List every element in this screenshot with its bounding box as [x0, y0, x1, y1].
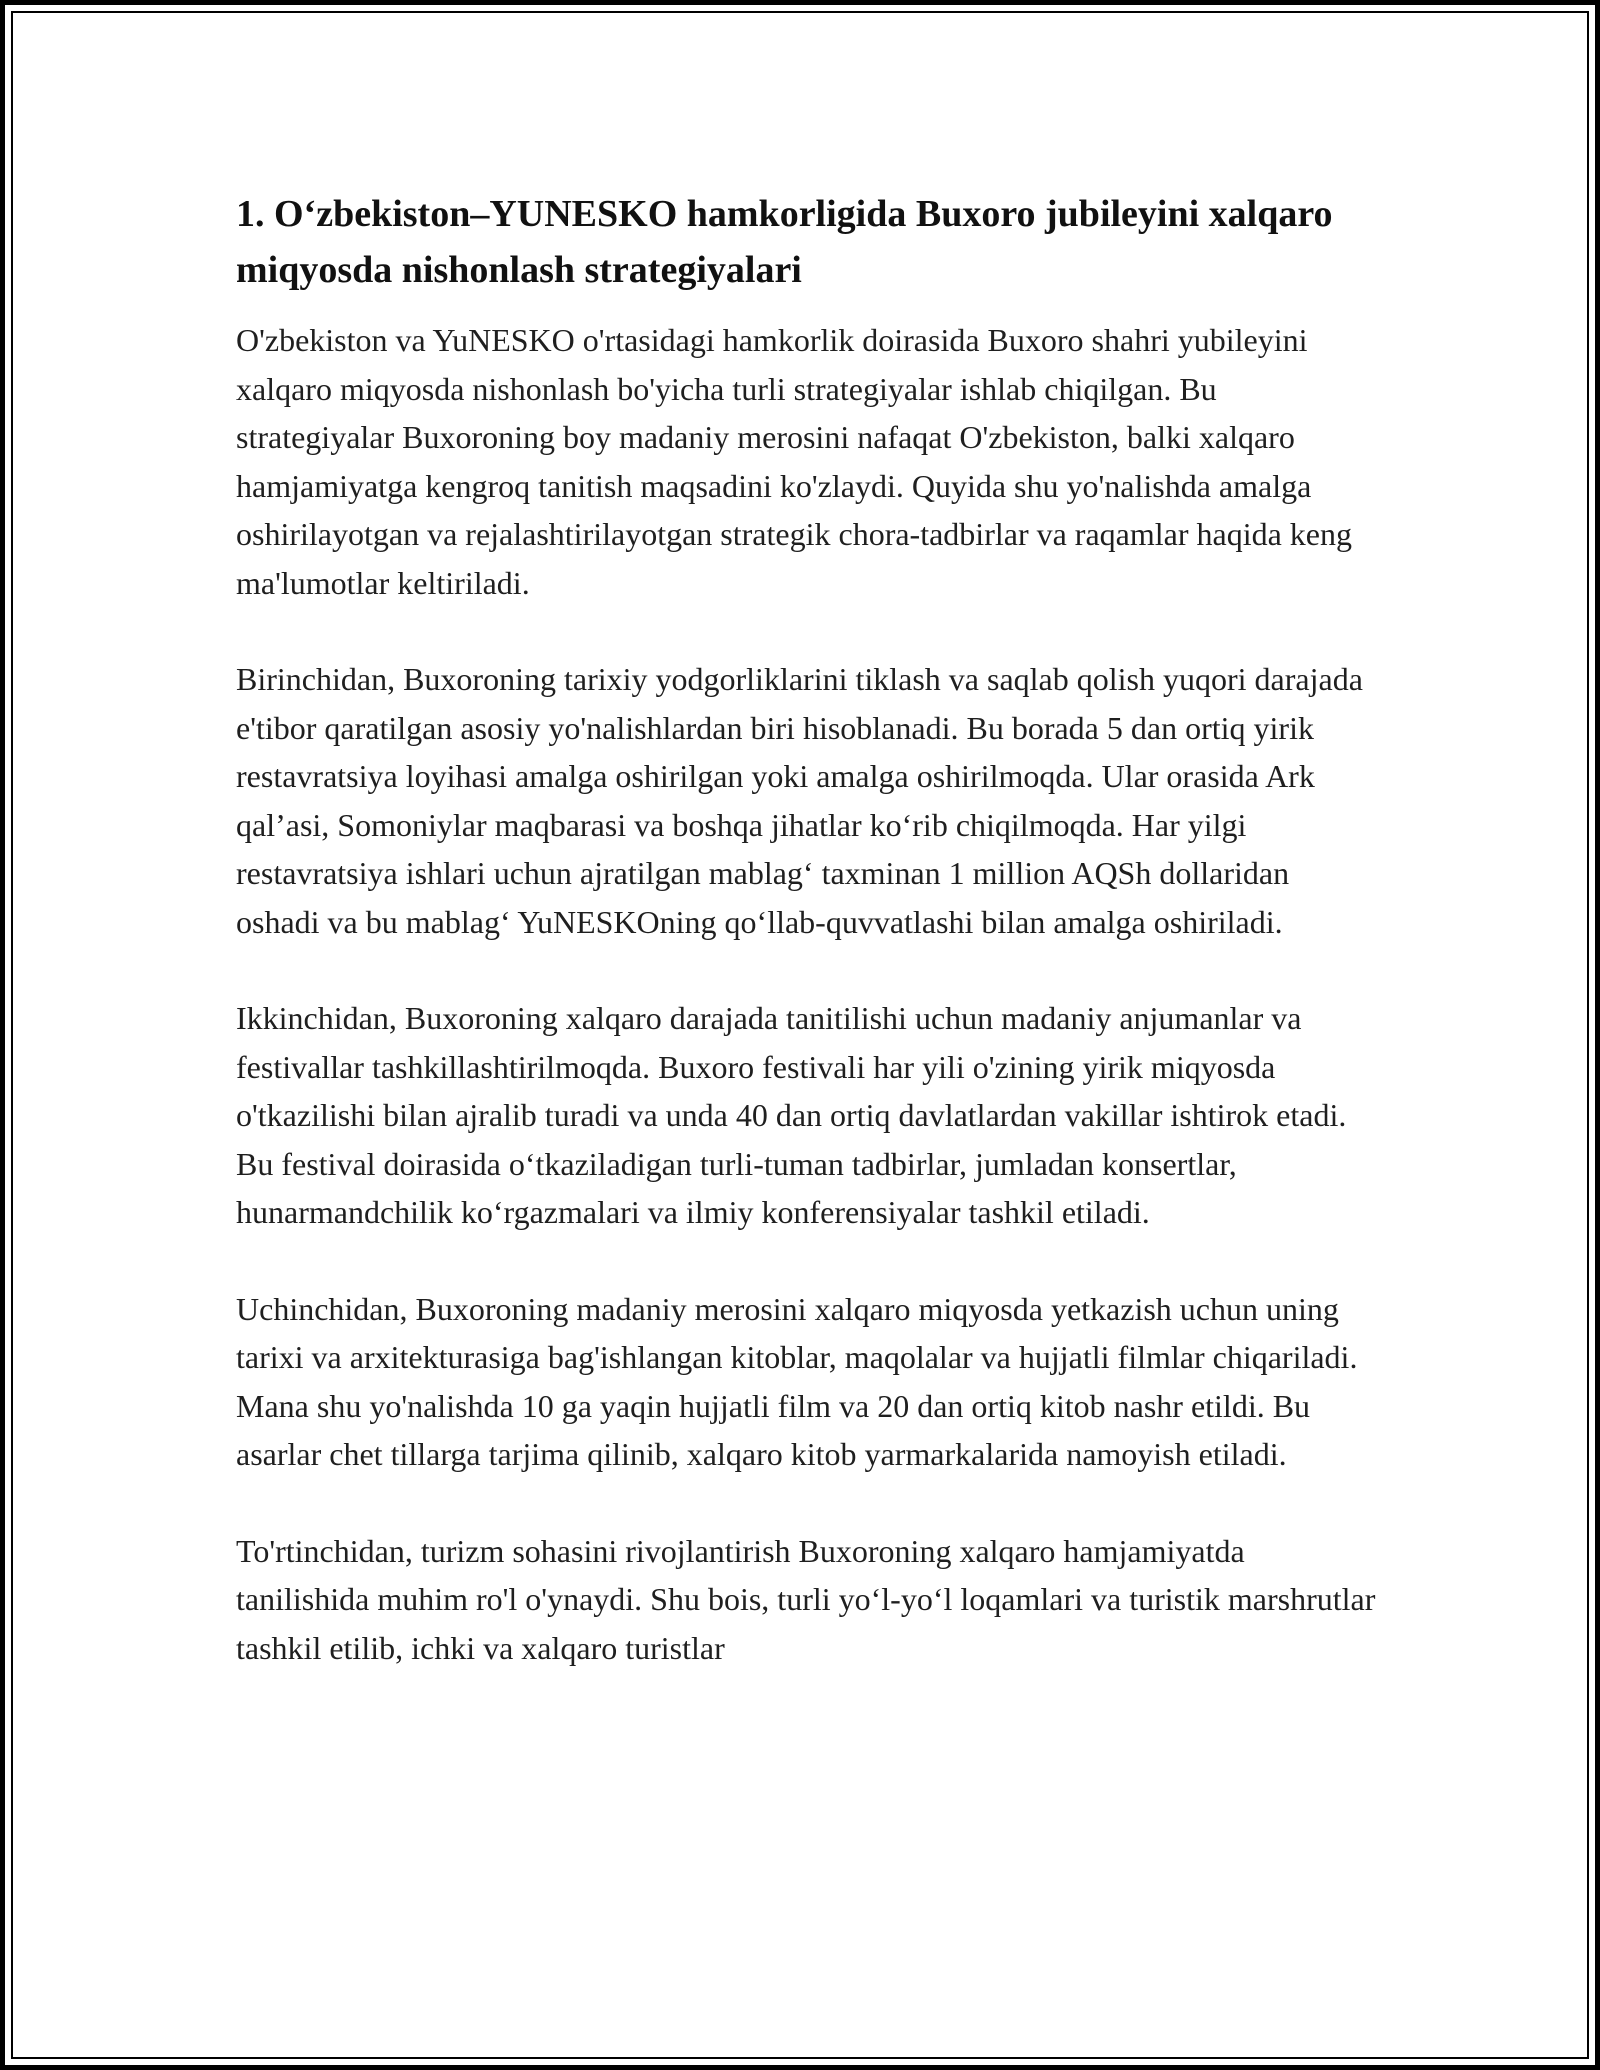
- paragraph-intro: O'zbekiston va YuNESKO o'rtasidagi hamkorlik doirasida Buxoro shahri yubileyini xalqaro miqyosda nishonlash bo'yicha turli strategiyalar ishlab chiqilgan. Bu strategiyalar Buxoroning boy madaniy merosini nafaqat O'zbekiston, balki xalqaro hamjamiyatga kengroq tanitish maqsadini ko'zlaydi. Quyida shu yo'nalishda amalga oshirilayotgan va rejalashtirilayotgan strategik chora-tadbirlar va raqamlar haqida keng ma'lumotlar keltiriladi.: [236, 322, 1352, 601]
- paragraph-first: Birinchidan, Buxoroning tarixiy yodgorliklarini tiklash va saqlab qolish yuqori darajada e'tibor qaratilgan asosiy yo'nalishlardan biri hisoblanadi. Bu borada 5 dan ortiq yirik restavratsiya loyihasi amalga oshirilgan yoki amalga oshirilmoqda. Ular orasida Ark qal’asi, Somoniylar maqbarasi va boshqa jihatlar ko‘rib chiqilmoqda. Har yilgi restavratsiya ishlari uchun ajratilgan mablag‘ taxminan 1 million AQSh dollaridan oshadi va bu mablag‘ YuNESKOning qo‘llab-quvvatlashi bilan amalga oshiriladi.: [236, 661, 1363, 940]
- document-body: [236, 186, 1376, 1720]
- paragraph-fourth: To'rtinchidan, turizm sohasini rivojlantirish Buxoroning xalqaro hamjamiyatda tanilishida muhim ro'l o'ynaydi. Shu bois, turli yo‘l-yo‘l loqamlari va turistik marshrutlar tashkil etilib, ichki va xalqaro turistlar: [236, 1532, 1376, 1666]
- paragraph-third: Uchinchidan, Buxoroning madaniy merosini xalqaro miqyosda yetkazish uchun uning tarixi va arxitekturasiga bag'ishlangan kitoblar, maqolalar va hujjatli filmlar chiqariladi. Mana shu yo'nalishda 10 ga yaqin hujjatli film va 20 dan ortiq kitob nashr etildi. Bu asarlar chet tillarga tarjima qilinib, xalqaro kitob yarmarkalarida namoyish etiladi.: [236, 1290, 1358, 1472]
- paragraph-second: Ikkinchidan, Buxoroning xalqaro darajada tanitilishi uchun madaniy anjumanlar va festivallar tashkillashtirilmoqda. Buxoro festivali har yili o'zining yirik miqyosda o'tkazilishi bilan ajralib turadi va unda 40 dan ortiq davlatlardan vakillar ishtirok etadi. Bu festival doirasida o‘tkaziladigan turli-tuman tadbirlar, jumladan konsertlar, hunarmandchilik ko‘rgazmalari va ilmiy konferensiyalar tashkil etiladi.: [236, 1000, 1347, 1230]
- section-heading: 1. O‘zbekiston–YUNESKO hamkorligida Buxoro jubileyini xalqaro miqyosda nishonlash strategiyalari: [236, 193, 1333, 291]
